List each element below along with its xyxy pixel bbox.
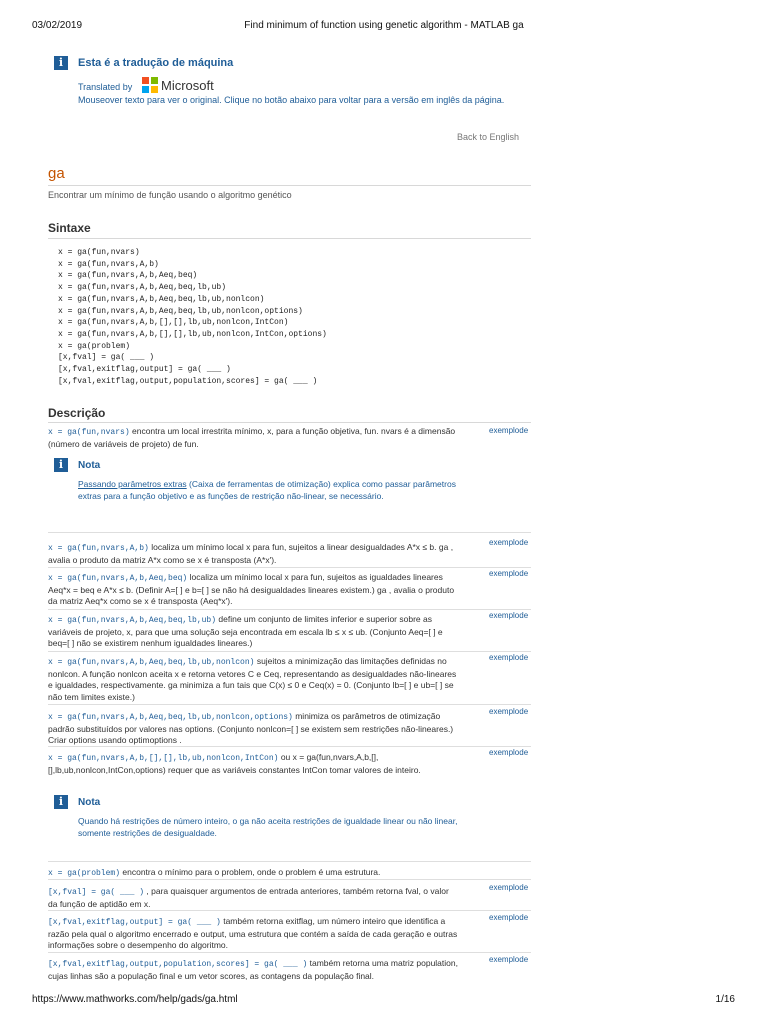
example-link[interactable]: exemplode xyxy=(489,913,529,922)
syntax-divider xyxy=(48,238,531,239)
note-text: (Caixa de ferramentas de otimização) explica como passar parâmetros extras para a função objetivo e as funções de restrição não-linear, se necessário. xyxy=(78,479,456,501)
description-text: também retorna uma matriz population, cujas linhas são a população final e um vetor scores, as contagens da população final. xyxy=(48,958,458,981)
description-code[interactable]: x = ga(fun,nvars,A,b,Aeq,beq,lb,ub,nonlcon) xyxy=(48,658,255,667)
section-divider xyxy=(48,651,531,652)
example-link[interactable]: exemplode xyxy=(489,538,529,547)
description-code[interactable]: [x,fval,exitflag,output] = ga( ___ ) xyxy=(48,918,221,927)
page-subtitle: Encontrar um mínimo de função usando o algoritmo genético xyxy=(48,190,292,200)
description-item xyxy=(48,886,458,910)
example-link[interactable]: exemplode xyxy=(489,883,529,892)
description-text: minimiza os parâmetros de otimização padrão substituídos por valores nas options. (Conjunto nonlcon=[ ] se existem sem restrições não-lineares.) Criar options usando optimoptions . xyxy=(48,711,454,745)
back-to-english-button[interactable]: Back to English xyxy=(457,132,520,142)
note-body xyxy=(78,479,468,502)
syntax-line[interactable]: [x,fval,exitflag,output,population,scores] = ga( ___ ) xyxy=(58,376,318,386)
section-divider xyxy=(48,952,531,953)
section-divider xyxy=(48,910,531,911)
section-divider xyxy=(48,609,531,610)
description-item xyxy=(48,426,458,450)
description-item xyxy=(48,711,458,747)
description-text: encontra o mínimo para o problem, onde o problem é uma estrutura. xyxy=(122,867,381,877)
description-code[interactable]: x = ga(fun,nvars,A,b,[],[],lb,ub,nonlcon,IntCon) xyxy=(48,754,279,763)
description-item xyxy=(48,542,458,566)
note-title: Nota xyxy=(78,460,101,471)
passing-extra-parameters-link[interactable]: Passando parâmetros extras xyxy=(78,479,187,489)
section-divider xyxy=(48,567,531,568)
example-link[interactable]: exemplode xyxy=(489,748,529,757)
description-text: define um conjunto de limites inferior e superior sobre as variáveis de projeto, x, para que uma solução seja encontrada em escala lb ≤ x ≤ ub. (Conjunto Aeq=[ ] e beq=[ ] não se existirem nenhum igualdades lineares.) xyxy=(48,614,443,648)
note-text: Quando há restrições de número inteiro, o ga não aceita restrições de igualdade linear ou não linear, somente restrições de desigualdade. xyxy=(78,816,458,838)
example-link[interactable]: exemplode xyxy=(489,569,529,578)
description-text: , para quaisquer argumentos de entrada anteriores, também retorna fval, o valor da função de aptidão em x. xyxy=(48,886,449,909)
microsoft-brand: Microsoft xyxy=(161,78,214,93)
microsoft-logo-icon xyxy=(142,77,158,93)
description-heading: Descrição xyxy=(48,406,106,420)
description-item xyxy=(48,958,458,982)
description-item xyxy=(48,867,458,880)
description-item xyxy=(48,572,458,608)
syntax-line[interactable]: x = ga(fun,nvars,A,b,[],[],lb,ub,nonlcon,IntCon) xyxy=(58,318,289,328)
mt-title: Esta é a tradução de máquina xyxy=(78,57,234,69)
description-code[interactable]: x = ga(fun,nvars,A,b) xyxy=(48,544,149,553)
page-title: ga xyxy=(48,165,65,182)
example-link[interactable]: exemplode xyxy=(489,611,529,620)
translated-by-label: Translated by xyxy=(78,82,133,92)
description-text: localiza um mínimo local x para fun, sujeitos as igualdades lineares Aeq*x = beq e A*x ≤ b. (Definir A=[ ] e b=[ ] se não há desigualdades lineares existem.) ga , avalia o produto da matriz Aeq*x como se x é transposta (Aeq*x'). xyxy=(48,572,455,606)
syntax-line[interactable]: x = ga(fun,nvars,A,b,Aeq,beq,lb,ub) xyxy=(58,283,227,293)
info-icon: i xyxy=(54,458,68,472)
syntax-line[interactable]: x = ga(fun,nvars,A,b,Aeq,beq) xyxy=(58,271,198,281)
title-divider xyxy=(48,185,531,186)
description-code[interactable]: x = ga(fun,nvars,A,b,Aeq,beq) xyxy=(48,574,188,583)
example-link[interactable]: exemplode xyxy=(489,955,529,964)
syntax-line[interactable]: x = ga(problem) xyxy=(58,341,131,351)
print-url: https://www.mathworks.com/help/gads/ga.html xyxy=(32,994,238,1005)
section-divider xyxy=(48,704,531,705)
description-item xyxy=(48,656,458,703)
info-icon: i xyxy=(54,795,68,809)
description-text: sujeitos a minimização das limitações definidas no nonlcon. A função nonlcon aceita x e retorna vetores C e Ceq, representando as desigualdades não-lineares e igualdades, respectivamente. ga minimiza a fun tais que C(x) ≤ 0 e Ceq(x) = 0. (Conjunto lb=[ ] e ub=[ ] se não tem limites existe.) xyxy=(48,656,457,702)
syntax-line[interactable]: x = ga(fun,nvars,A,b) xyxy=(58,259,159,269)
description-text: também retorna exitflag, um número inteiro que identifica a razão pela qual o algoritmo encerrado e output, uma estrutura que contém a saída de cada geração e outras informações sobre o desempenho do algoritmo. xyxy=(48,916,458,950)
note-title: Nota xyxy=(78,797,101,808)
description-item xyxy=(48,752,458,776)
description-code[interactable]: [x,fval,exitflag,output,population,scores] = ga( ___ ) xyxy=(48,960,308,969)
print-header xyxy=(0,20,768,34)
description-code[interactable]: x = ga(problem) xyxy=(48,869,121,878)
syntax-line[interactable]: x = ga(fun,nvars) xyxy=(58,248,140,257)
mt-message: Mouseover texto para ver o original. Clique no botão abaixo para voltar para a versão em inglês da página. xyxy=(78,95,505,105)
description-item xyxy=(48,614,458,650)
description-code[interactable]: x = ga(fun,nvars,A,b,Aeq,beq,lb,ub,nonlcon,options) xyxy=(48,713,293,722)
example-link[interactable]: exemplode xyxy=(489,707,529,716)
description-code[interactable]: x = ga(fun,nvars,A,b,Aeq,beq,lb,ub) xyxy=(48,616,217,625)
section-divider xyxy=(48,879,531,880)
print-footer xyxy=(0,994,768,1008)
syntax-line[interactable]: [x,fval,exitflag,output] = ga( ___ ) xyxy=(58,365,231,375)
description-text: encontra um local irrestrita mínimo, x, para a função objetiva, fun. nvars é a dimensão (número de variáveis de projeto) de fun. xyxy=(48,426,456,449)
description-item xyxy=(48,916,458,952)
section-divider xyxy=(48,861,531,862)
syntax-heading: Sintaxe xyxy=(48,221,91,235)
print-date: 03/02/2019 xyxy=(32,20,83,31)
section-divider xyxy=(48,532,531,533)
print-page-number: 1/16 xyxy=(715,994,735,1005)
description-code[interactable]: [x,fval] = ga( ___ ) xyxy=(48,888,145,897)
example-link[interactable]: exemplode xyxy=(489,653,529,662)
syntax-line[interactable]: x = ga(fun,nvars,A,b,[],[],lb,ub,nonlcon,IntCon,options) xyxy=(58,329,327,339)
syntax-list xyxy=(58,247,327,387)
print-title: Find minimum of function using genetic algorithm - MATLAB ga xyxy=(244,20,524,31)
description-text: localiza um mínimo local x para fun, sujeitos a linear desigualdades A*x ≤ b. ga , avalia o produto da matriz A*x como se x é transposta (A*x'). xyxy=(48,542,454,565)
info-icon: i xyxy=(54,56,68,70)
section-divider xyxy=(48,746,531,747)
syntax-line[interactable]: [x,fval] = ga( ___ ) xyxy=(58,353,155,363)
example-link[interactable]: exemplode xyxy=(489,426,529,435)
syntax-line[interactable]: x = ga(fun,nvars,A,b,Aeq,beq,lb,ub,nonlcon) xyxy=(58,294,265,304)
description-code[interactable]: x = ga(fun,nvars) xyxy=(48,428,130,437)
description-text: ou x = ga(fun,nvars,A,b,[], [],lb,ub,nonlcon,IntCon,options) requer que as variáveis constantes IntCon tomar valores de inteiro. xyxy=(48,752,421,775)
description-divider xyxy=(48,422,531,423)
syntax-line[interactable]: x = ga(fun,nvars,A,b,Aeq,beq,lb,ub,nonlcon,options) xyxy=(58,306,303,316)
